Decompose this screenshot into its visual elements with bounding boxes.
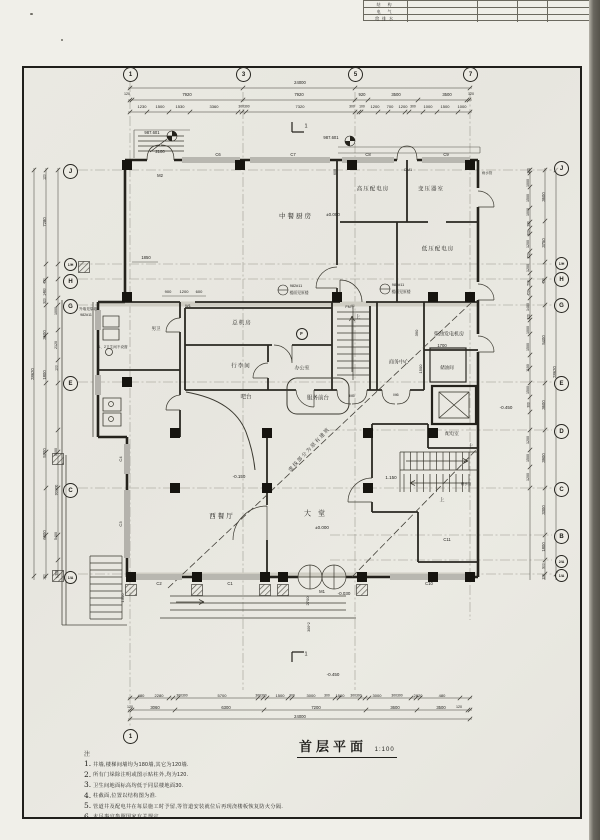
revolving-door — [298, 565, 346, 589]
dim-label: 5100 — [54, 448, 59, 456]
dim-label: 3300 — [540, 505, 546, 515]
dim-label: 300 — [410, 104, 416, 109]
window-tag: C10 — [425, 580, 433, 586]
notes-heading: 注 — [84, 752, 91, 758]
dim-label: 3600 — [390, 704, 400, 710]
dim-label: 120 — [124, 92, 130, 97]
room-label: 柴油发电机房 — [433, 331, 465, 338]
bar-counter — [186, 392, 255, 470]
dim-label: 900 — [164, 289, 172, 294]
column — [122, 292, 132, 302]
axis-bubble-1-A: 1/A — [64, 571, 77, 584]
room-label: 变压器室 — [417, 186, 445, 193]
door-tag: CM1 — [403, 167, 413, 172]
note-text: 管道井及配电井在每层施工时予留,等管道安装就位后再现浇楼板恢复防火分隔. — [93, 803, 284, 810]
dim-label: 3600 — [540, 400, 546, 410]
dim-label: 1500 — [526, 343, 531, 351]
dim-label: 7200 — [311, 704, 321, 710]
canopy-lines — [134, 130, 480, 158]
room-label: 男卫 — [151, 325, 161, 331]
dim-label: 120 — [127, 705, 133, 710]
column — [363, 428, 373, 438]
door-tag: M5 — [349, 394, 355, 399]
dim-label: 1100 — [526, 364, 531, 372]
dim-label: 300300 — [391, 693, 403, 698]
dim-label: 300 — [324, 693, 330, 698]
dim-label: 450 — [42, 278, 47, 284]
column — [262, 483, 272, 493]
dim-label: 500 — [526, 280, 531, 286]
existing-pier — [260, 585, 271, 596]
note-number: 3. — [84, 780, 92, 789]
level-label: 1.150 — [385, 474, 397, 480]
dim-label: 300 — [526, 402, 531, 408]
dim-label: 1530 — [175, 104, 185, 109]
column — [170, 428, 180, 438]
dim-label: 7280 — [41, 217, 47, 227]
dim-label: 1200 — [526, 240, 531, 248]
level-label: ±0.000 — [326, 211, 340, 217]
axis-bubble-G: G — [554, 298, 569, 313]
stair-up-label: 上 — [355, 314, 361, 321]
room-label: 行李间 — [231, 363, 251, 370]
benchmark-label: 987.601 — [323, 134, 339, 140]
dim-label: 3500 — [436, 704, 446, 710]
column — [262, 428, 272, 438]
dim-label: 1800 — [41, 370, 47, 380]
room-label: 配电室 — [445, 430, 459, 436]
window-tag: C2 — [156, 580, 162, 586]
dim-label: 3900 — [540, 453, 546, 463]
axis-bubble-1-H: 1/H — [64, 258, 77, 271]
axis-bubble-3: 3 — [236, 67, 251, 82]
window-tag: C9 — [443, 151, 449, 157]
window-tag: C7 — [290, 151, 296, 157]
paper-edge-shadow — [589, 0, 600, 840]
dim-label: 1000 — [526, 326, 531, 334]
drawing-scale: 1:100 — [374, 747, 395, 753]
room-label: 高压配电房 — [356, 186, 390, 193]
dim-label: 300 — [349, 104, 355, 109]
note-item — [84, 759, 354, 768]
door-tag: W1 — [185, 304, 191, 309]
section-mark — [289, 122, 304, 662]
level-label: -0.450 — [326, 671, 340, 677]
room-label: 吧台 — [240, 394, 252, 401]
annotation: 1、2卫生间不设窗 — [98, 345, 128, 350]
section-mark-label: 1 — [304, 123, 308, 130]
dim-label: 1850 — [141, 254, 151, 260]
dim-label: 28620 — [29, 368, 35, 380]
dim-label: 1000 — [526, 179, 531, 187]
annotation: 982#11 — [391, 283, 405, 288]
dim-label: 28620 — [551, 366, 557, 378]
dim-label: 1200 — [526, 264, 531, 272]
note-text: 卫生间地面标高均低于同层楼地面30. — [93, 782, 184, 789]
level-label: -0.030 — [337, 590, 351, 596]
axis-bubble-J: J — [554, 161, 569, 176]
axis-bubble-D: D — [554, 424, 569, 439]
paper-speck — [61, 39, 63, 41]
dim-label: 300 — [54, 570, 59, 576]
column — [122, 377, 132, 387]
dim-label: 1230 — [137, 104, 147, 109]
note-text: 井墙,楼梯间墙均为180墙,其它为120墙. — [93, 761, 189, 768]
dim-label: 1000 — [526, 208, 531, 216]
dim-label: 600 — [333, 169, 338, 175]
column — [465, 572, 475, 582]
title-block-row-label: 结 构 — [364, 1, 408, 7]
dim-label: 1500 — [155, 104, 165, 109]
dim-label: 5700 — [217, 693, 227, 698]
note-number: 6. — [84, 811, 92, 821]
dim-label: 1200 — [526, 436, 531, 444]
note-item — [84, 801, 354, 810]
door-tag: FM甲 — [345, 305, 355, 310]
window-tag: C1 — [227, 580, 233, 586]
column — [363, 483, 373, 493]
dim-label: 450 — [541, 278, 546, 284]
room-label: 商务中心 — [388, 359, 410, 366]
section-mark-label: 1 — [304, 651, 308, 658]
dim-label: 6300 — [221, 704, 231, 710]
window-tag: C11 — [443, 536, 451, 542]
dim-label: 1480 — [42, 288, 47, 296]
dim-label: 1200 — [179, 289, 189, 294]
dim-label: 1500 — [526, 194, 531, 202]
pipe-label: 雨水管 — [460, 482, 472, 487]
column — [428, 428, 438, 438]
dim-label: 3000 — [372, 693, 382, 698]
column — [126, 572, 136, 582]
dim-label: 1200 — [398, 104, 408, 109]
existing-pier — [79, 262, 90, 273]
note-text: 柱截面,位置以结构图为准. — [93, 793, 157, 799]
note-number: 1. — [84, 759, 92, 768]
dim-label: 350 — [526, 253, 531, 259]
dim-label: 1200 — [526, 473, 531, 481]
toilet-fixture — [109, 417, 114, 422]
axis-bubble-E: E — [554, 376, 569, 391]
dim-label: 300300 — [350, 693, 362, 698]
stair-up-label: 上 — [468, 443, 474, 450]
dim-label: 100 — [526, 168, 531, 174]
dim-label: 2120 — [54, 341, 59, 349]
title-block-row-label: 给排水 — [364, 15, 408, 21]
axis-bubble-J: J — [63, 164, 78, 179]
axis-bubble-F: F — [296, 328, 308, 340]
column — [332, 292, 342, 302]
dim-label: 5400 — [54, 532, 59, 540]
stair-up-label: 上 — [439, 497, 445, 504]
dim-label: 120 — [541, 574, 546, 580]
dim-label: 2700 — [305, 596, 310, 606]
dim-label: 120 — [42, 174, 47, 180]
dim-label: 1000 — [457, 104, 467, 109]
axis-bubble-H: H — [554, 272, 569, 287]
dim-label: 3360 — [209, 104, 219, 109]
dim-label: 24000 — [294, 79, 306, 85]
dim-label: 1200 — [370, 104, 380, 109]
dim-label: 7920 — [182, 91, 192, 97]
existing-pier — [357, 585, 368, 596]
dim-label: 3500 — [442, 91, 452, 97]
dim-label: 1800 — [540, 542, 546, 552]
dim-label: 300 — [289, 693, 295, 698]
construction-notes — [84, 749, 354, 822]
dim-label: 3750 — [540, 238, 546, 248]
door-tag: M6 — [393, 393, 399, 398]
paper-speck — [30, 13, 33, 15]
dim-label: 3500 — [391, 91, 401, 97]
dim-label: 700 — [386, 104, 394, 109]
dim-label: 100 — [359, 104, 365, 109]
dim-label: 1300 — [120, 593, 125, 603]
note-item — [84, 780, 354, 789]
dim-label: 120 — [468, 92, 474, 97]
dim-label: 480 — [137, 693, 145, 698]
dim-label: 2820 — [413, 693, 423, 698]
annotation: 982#11 — [80, 313, 92, 318]
dim-label: 390 — [414, 329, 419, 337]
axis-bubble-B: B — [554, 529, 569, 544]
axis-bubble-H: H — [63, 274, 78, 289]
note-text: 所有门垛除注明或图示贴柱外,均为120. — [93, 772, 189, 778]
axis-bubble-5: 5 — [348, 67, 363, 82]
axis-bubble-1: 1 — [123, 67, 138, 82]
dim-label: 1500 — [526, 386, 531, 394]
dim-label: 7320 — [295, 104, 305, 109]
dim-label: 5700 — [41, 448, 47, 458]
drawing-title-text: 首层平面 — [299, 739, 368, 754]
note-number: 4. — [84, 790, 92, 800]
dim-label: 6000 — [41, 530, 47, 540]
axis-bubble-C: C — [63, 483, 78, 498]
dim-label: 3600 — [41, 330, 47, 340]
column — [122, 160, 132, 170]
existing-pier — [192, 585, 203, 596]
annotation: 982#11 — [289, 284, 303, 289]
dim-label: 3000 — [306, 693, 316, 698]
dim-label: 2100 — [155, 148, 165, 154]
dim-label: 1480 — [526, 303, 531, 311]
door-tag: M2 — [157, 172, 163, 178]
dim-label: 5400 — [540, 335, 546, 345]
room-label: 西餐厅 — [209, 512, 235, 520]
toilet-fixture — [109, 402, 114, 407]
dim-label: 300300 — [238, 104, 250, 109]
note-number: 2. — [84, 769, 92, 779]
dim-label: 300 — [526, 221, 531, 227]
dim-label: 300300 — [176, 693, 188, 698]
room-label: 低压配电房 — [421, 246, 455, 253]
window-tag: C3 — [118, 521, 123, 527]
axis-bubble-G: G — [63, 299, 78, 314]
note-text: 未尽事宜参照国家有关规定. — [93, 814, 161, 820]
axis-bubble-2-A: 2/A — [555, 555, 568, 568]
column — [465, 292, 475, 302]
dim-label: 1500 — [418, 364, 423, 374]
annotation: 虚线部分为原有建筑 — [287, 426, 332, 474]
room-label: 中餐厨房 — [279, 212, 313, 220]
dim-label: 300300 — [54, 484, 59, 496]
room-label: 服务前台 — [306, 395, 330, 402]
level-label: -0.150 — [232, 473, 246, 479]
annotation: 外墙见原墙 — [79, 307, 97, 312]
column — [428, 292, 438, 302]
window-tag: C4 — [118, 456, 123, 462]
existing-pier — [126, 585, 137, 596]
stair-treads — [90, 136, 478, 619]
column — [357, 572, 367, 582]
level-label: ±0.000 — [315, 524, 329, 530]
dim-label: 2280 — [154, 693, 164, 698]
dim-label: 450 — [526, 290, 531, 296]
dim-label: 120 — [456, 705, 462, 710]
toilet-fixtures — [103, 316, 121, 426]
dim-label: 1500 — [440, 104, 450, 109]
dim-label: 24000 — [294, 713, 306, 719]
level-label: -0.450 — [499, 404, 513, 410]
dim-label: 100 — [54, 365, 59, 371]
wall-poche — [98, 304, 478, 575]
room-label: 储油间 — [440, 364, 454, 370]
axis-bubble-E: E — [63, 376, 78, 391]
dim-label: 300 — [526, 230, 531, 236]
dim-label: 300*2 — [307, 622, 312, 632]
dim-label: 3060 — [150, 704, 160, 710]
windows — [95, 157, 470, 580]
column — [170, 483, 180, 493]
axis-bubble-C: C — [554, 482, 569, 497]
notes-list — [84, 759, 354, 821]
pipe-label: 雨水管 — [481, 171, 493, 176]
axis-bubble-1: 1 — [123, 729, 138, 744]
window-tag: C8 — [365, 151, 371, 157]
room-label: 办公室 — [294, 365, 310, 372]
dim-label: 480 — [438, 693, 446, 698]
column — [278, 572, 288, 582]
title-block-row-label: 电 气 — [364, 8, 408, 14]
dim-label: 600 — [195, 289, 203, 294]
note-item — [84, 791, 354, 800]
dim-label: 1700 — [437, 342, 447, 348]
door-tag: M1 — [319, 588, 325, 594]
dim-label: 1000 — [423, 104, 433, 109]
dim-label: 7920 — [294, 91, 304, 97]
elevator-shaft — [432, 386, 476, 424]
axis-bubble-1-A: 1/A — [555, 569, 568, 582]
dim-label: 900 — [541, 563, 546, 569]
dim-label: 920 — [358, 91, 366, 97]
axis-grid-lines — [78, 79, 552, 726]
dim-label: 1500 — [275, 693, 285, 698]
dim-label: 300300 — [255, 693, 267, 698]
column — [347, 160, 357, 170]
note-item — [84, 770, 354, 779]
dim-label: 320 — [526, 314, 531, 320]
dim-label: 1500 — [335, 693, 345, 698]
axis-bubble-1-H: 1/H — [555, 257, 568, 270]
column — [465, 160, 475, 170]
dim-label: 120 — [42, 574, 47, 580]
benchmark-label: 987.601 — [144, 129, 160, 135]
existing-pier — [278, 585, 289, 596]
column — [260, 572, 270, 582]
column — [192, 572, 202, 582]
dim-label: 1000 — [54, 307, 59, 315]
column — [235, 160, 245, 170]
note-number: 5. — [84, 801, 92, 810]
dim-label: 320 — [42, 298, 47, 304]
note-item — [84, 812, 354, 821]
annotation: 楼面见原楼 — [391, 289, 411, 294]
axis-bubble-7: 7 — [463, 67, 478, 82]
dim-label: 3600 — [540, 192, 546, 202]
annotation: 楼面见原楼 — [289, 290, 309, 295]
dim-label: 1500 — [526, 454, 531, 462]
room-label: 总机房 — [232, 320, 252, 327]
room-label: 大堂 — [304, 510, 332, 518]
window-tag: C6 — [215, 151, 221, 157]
